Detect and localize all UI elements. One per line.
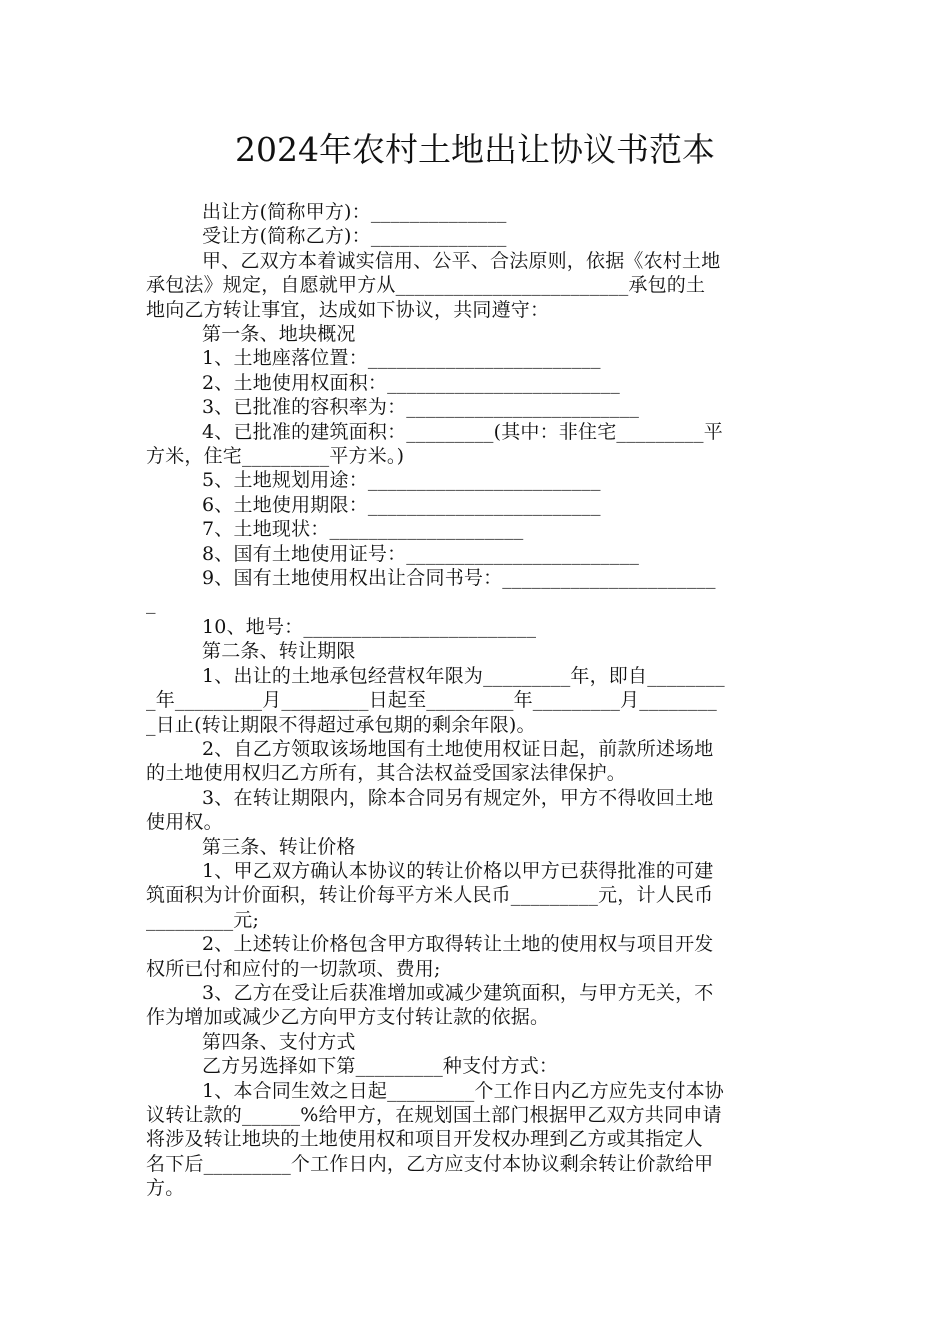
line-37: 1、本合同生效之日起_________个工作日内乙方应先支付本协: [202, 1079, 724, 1102]
line-40: 名下后_________个工作日内，乙方应支付本协议剩余转让价款给甲: [146, 1152, 714, 1175]
line-32: 权所已付和应付的一切款项、费用;: [146, 957, 441, 980]
line-33: 3、乙方在受让后获准增加或减少建筑面积，与甲方无关，不: [202, 982, 714, 1004]
line-4: 承包法》规定，自愿就甲方从________________________承包的土: [146, 274, 706, 297]
line-34: 作为增加或减少乙方向甲方支付转让款的依据。: [146, 1006, 550, 1029]
body-lines: [146, 200, 806, 1201]
line-19: 第二条、转让期限: [202, 640, 356, 663]
line-13: 6、土地使用期限：________________________: [202, 493, 601, 516]
line-18: 10、地号：________________________: [202, 615, 537, 638]
line-12: 5、土地规划用途：________________________: [202, 469, 601, 492]
line-5: 地向乙方转让事宜，达成如下协议，共同遵守：: [146, 298, 550, 321]
line-11: 方米，住宅_________平方米。): [146, 445, 405, 468]
line-25: 3、在转让期限内，除本合同另有规定外，甲方不得收回土地: [202, 786, 714, 809]
line-39: 将涉及转让地块的土地使用权和项目开发权办理到乙方或其指定人: [146, 1128, 703, 1151]
line-29: 筑面积为计价面积，转让价每平方米人民币_________元，计人民币: [146, 884, 714, 907]
line-6: 第一条、地块概况: [202, 323, 356, 346]
line-14: 7、土地现状：____________________: [202, 518, 524, 541]
line-10: 4、已批准的建筑面积：_________(其中：非住宅_________平: [202, 420, 723, 443]
line-7: 1、土地座落位置：________________________: [202, 347, 601, 370]
line-36: 乙方另选择如下第_________种支付方式：: [202, 1055, 559, 1078]
line-16: 9、国有土地使用权出让合同书号：______________________: [202, 567, 716, 590]
line-21: _年_________月_________日起至_________年_________月________: [146, 689, 717, 712]
line-8: 2、土地使用权面积：________________________: [202, 371, 620, 394]
line-22: _日止(转让期限不得超过承包期的剩余年限)。: [146, 713, 536, 736]
line-30: _________元;: [146, 908, 260, 931]
line-23: 2、自乙方领取该场地国有土地使用权证日起，前款所述场地: [202, 737, 714, 760]
line-2: 受让方(简称乙方)：______________: [202, 225, 507, 248]
line-15: 8、国有土地使用证号：________________________: [202, 542, 640, 565]
line-1: 出让方(简称甲方)：______________: [202, 201, 507, 223]
line-26: 使用权。: [146, 811, 223, 834]
document-title: 2024年农村土地出让协议书范本: [235, 130, 715, 169]
line-31: 2、上述转让价格包含甲方取得转让土地的使用权与项目开发: [202, 933, 714, 956]
line-24: 的土地使用权归乙方所有，其合法权益受国家法律保护。: [146, 762, 627, 785]
line-27: 第三条、转让价格: [202, 835, 356, 858]
line-41: 方。: [146, 1177, 185, 1200]
line-38: 议转让款的______%给甲方，在规划国土部门根据甲乙双方共同申请: [146, 1104, 722, 1127]
line-20: 1、出让的土地承包经营权年限为_________年，即自________: [202, 664, 725, 687]
document-body: [146, 200, 806, 1201]
line-3: 甲、乙双方本着诚实信用、公平、合法原则，依据《农村土地: [202, 249, 721, 272]
line-28: 1、甲乙双方确认本协议的转让价格以甲方已获得批准的可建: [202, 859, 714, 882]
line-17: _: [146, 591, 156, 614]
line-9: 3、已批准的容积率为：________________________: [202, 396, 640, 419]
line-35: 第四条、支付方式: [202, 1030, 356, 1053]
